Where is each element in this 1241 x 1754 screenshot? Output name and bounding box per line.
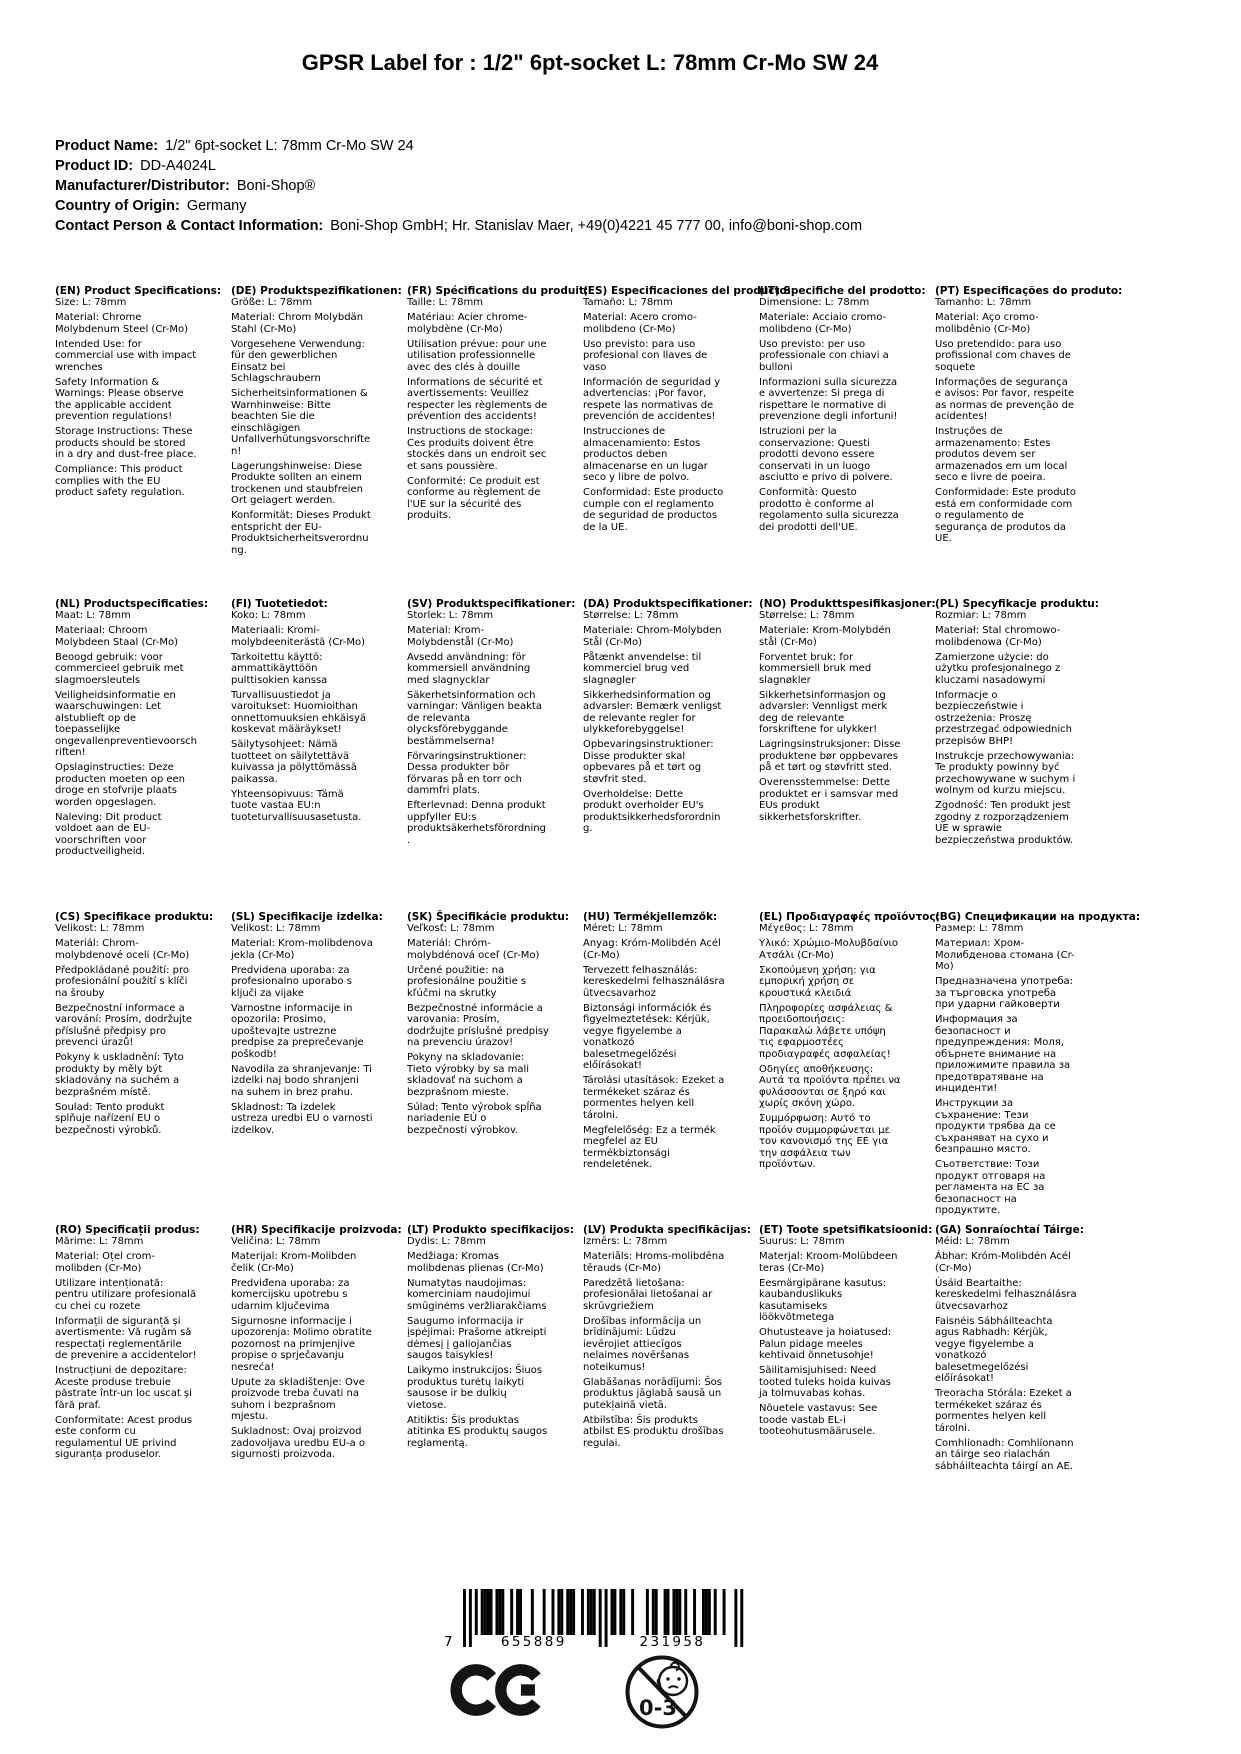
spec-paragraph: Koko: L: 78mm — [231, 610, 306, 621]
lang-block-cs — [55, 911, 214, 1224]
barcode-bar — [531, 1589, 534, 1635]
spec-paragraph: Ábhar: Króm-Molibdén Acél (Cr-Mo) — [935, 1251, 1071, 1274]
ce-mark-icon — [450, 1662, 542, 1722]
product-info — [55, 136, 862, 236]
spec-paragraph: Velikost: L: 78mm — [55, 923, 145, 934]
lang-block-heading: (HU) Termékjellemzők: — [583, 911, 718, 923]
lang-block-de — [231, 285, 402, 598]
barcode-bar — [684, 1589, 687, 1635]
product-info-row — [55, 176, 862, 196]
barcode-bar — [481, 1589, 484, 1635]
spec-paragraph: Predviđena uporaba: za komercijsku upotrebu s udarnim ključevima — [231, 1277, 350, 1312]
spec-paragraph: Avsedd användning: för kommersiell användning med slagnycklar — [407, 651, 531, 686]
spec-paragraph: Určené použitie: na profesionálne použitie s kľúčmi na skrutky — [407, 964, 527, 999]
lang-block-heading: (NL) Productspecificaties: — [55, 598, 209, 610]
lang-block-heading: (DE) Produktspezifikationen: — [231, 285, 402, 297]
spec-paragraph: Tarkoitettu käyttö: ammattikäyttöön pulttisokien kanssa — [231, 651, 328, 686]
spec-paragraph: Størrelse: L: 78mm — [583, 610, 679, 621]
spec-paragraph: Megfelelőség: Ez a termék megfelel az EU termékbiztonsági rendeletének. — [583, 1124, 716, 1170]
spec-paragraph: Beoogd gebruik: voor commercieel gebruik met slagmoersleutels — [55, 651, 184, 686]
lang-block-ga — [935, 1224, 1084, 1537]
lang-block-heading: (ET) Toote spetsifikatsioonid: — [759, 1224, 933, 1236]
spec-paragraph: Utilisation prévue: pour une utilisation professionnelle avec des clés à douille — [407, 338, 547, 373]
spec-paragraph: Materiale: Chrom-Molybden Stål (Cr-Mo) — [583, 625, 722, 648]
lang-block-pt — [935, 285, 1123, 598]
spec-paragraph: Laikymo instrukcijos: Šiuos produktus turėtų laikyti sausose ir be dulkių vietose. — [407, 1365, 543, 1411]
spec-paragraph: Atitiktis: Šis produktas atitinka ES produktų saugos reglamentą. — [407, 1414, 548, 1449]
spec-paragraph: Οδηγίες αποθήκευσης: Αυτά τα προϊόντα πρέπει να φυλάσσονται σε ξηρό και χωρίς σκόνη χώρο. — [759, 1063, 901, 1109]
spec-paragraph: Pokyny na skladovanie: Tieto výrobky by sa mali skladovať na suchom a bezprašnom mieste. — [407, 1052, 530, 1098]
spec-paragraph: Paredzētā lietošana: profesionālai lietošanai ar skrūvgriežiem — [583, 1277, 713, 1312]
barcode-bar — [723, 1589, 726, 1635]
spec-paragraph: Overholdelse: Dette produkt overholder EU's produktsikkerhedsforordning. — [583, 788, 721, 834]
spec-paragraph: Tamaño: L: 78mm — [583, 297, 673, 308]
spec-paragraph: Glabāšanas norādījumi: Šos produktus jāglabā sausā un putekļainā vietā. — [583, 1376, 723, 1411]
product-info-row — [55, 136, 862, 156]
spec-paragraph: Méret: L: 78mm — [583, 923, 663, 934]
spec-paragraph: Tervezett felhasználás: kereskedelmi felhasználásra ütvecsavarhoz — [583, 964, 725, 999]
spec-paragraph: Sigurnosne informacije i upozorenja: Molimo obratite pozornost na primjenjive propise o sprječavanju nesreća! — [231, 1315, 372, 1373]
spec-paragraph: Размер: L: 78mm — [935, 923, 1024, 934]
spec-paragraph: Uso previsto: para uso profesional con llaves de vaso — [583, 338, 708, 373]
spec-paragraph: Säilitamisjuhised: Need tooted tuleks hoida kuivas ja tolmuvabas kohas. — [759, 1365, 891, 1399]
barcode-bar — [714, 1589, 717, 1635]
lang-block-it — [759, 285, 926, 598]
barcode-bar — [702, 1589, 705, 1635]
spec-paragraph: Conformidad: Este producto cumple con el reglamento de seguridad de productos de la UE. — [583, 487, 724, 533]
barcode-bar — [543, 1589, 546, 1635]
spec-paragraph: Sikkerhetsinformasjon og advarsler: Vennligst merk deg de relevante forskriftene for ulykker! — [759, 689, 888, 735]
spec-paragraph: Soulad: Tento produkt splňuje nařízení EU o bezpečnosti výrobků. — [55, 1101, 165, 1136]
spec-paragraph: Předpokládané použití: pro profesionální použití s klíči na šrouby — [55, 964, 189, 999]
spec-paragraph: Lagerungshinweise: Diese Produkte sollten an einem trockenen und staubfreien Ort gelagert werden. — [231, 460, 364, 506]
lang-block-es — [583, 285, 791, 598]
spec-paragraph: Materiāls: Hroms-molibdēna tērauds (Cr-Mo) — [583, 1251, 725, 1274]
lang-block-heading: (IT) Specifiche del prodotto: — [759, 285, 926, 297]
spec-paragraph: Izmērs: L: 78mm — [583, 1236, 668, 1247]
spec-paragraph: Σκοπούμενη χρήση: για εμπορική χρήση σε κρουστικά κλειδιά — [759, 964, 876, 999]
spec-paragraph: Skladnost: Ta izdelek ustreza uredbi EU o varnosti izdelkov. — [231, 1101, 373, 1136]
lang-block-fi — [231, 598, 373, 911]
spec-paragraph: Zgodność: Ten produkt jest zgodny z rozporządzeniem UE w sprawie bezpieczeństwa produktów. — [935, 800, 1074, 846]
barcode-bar — [475, 1589, 478, 1635]
spec-paragraph: Størrelse: L: 78mm — [759, 610, 855, 621]
spec-paragraph: Sukladnost: Ovaj proizvod zadovoljava uredbu EU-a o sigurnosti proizvoda. — [231, 1426, 366, 1460]
spec-paragraph: Informações de segurança e avisos: Por favor, respeite as normas de prevenção de acidentes! — [935, 376, 1075, 422]
lang-block-sl — [231, 911, 383, 1224]
barcode-bar — [708, 1589, 711, 1635]
barcode-bar — [734, 1589, 737, 1647]
spec-paragraph: Tárolási utasítások: Ezeket a termékeket száraz és pormentes helyen kell tárolni. — [583, 1075, 725, 1121]
spec-paragraph: Säilytysohjeet: Nämä tuotteet on säilytettävä kuivassa ja pölyttömässä paikassa. — [231, 739, 357, 785]
lang-block-ro — [55, 1224, 200, 1537]
spec-paragraph: Instructions de stockage: Ces produits doivent être stockés dans un endroit sec et sans poussière. — [407, 426, 547, 472]
spec-paragraph: Größe: L: 78mm — [231, 297, 313, 308]
barcode-bar — [510, 1589, 513, 1635]
spec-paragraph: Συμμόρφωση: Αυτό το προϊόν συμμορφώνεται με τον κανονισμό της ΕΕ για την ασφάλεια των προϊόντων. — [759, 1113, 890, 1170]
barcode-bar — [593, 1589, 596, 1635]
product-info-value: Germany — [186, 198, 247, 214]
spec-paragraph: Informacje o bezpieczeństwie i ostrzeżenia: Proszę przestrzegać odpowiednich przepisów BHP! — [935, 689, 1072, 747]
barcode-digits: 655889 — [500, 1634, 567, 1648]
lang-block-heading: (CS) Specifikace produktu: — [55, 911, 214, 923]
barcode-bar — [605, 1589, 608, 1647]
barcode-bar — [652, 1589, 655, 1635]
barcode-bar — [560, 1589, 563, 1635]
product-info-label: Manufacturer/Distributor: — [55, 178, 230, 194]
spec-paragraph: Dimensione: L: 78mm — [759, 297, 870, 308]
spec-paragraph: Sicherheitsinformationen & Warnhinweise: Bitte beachten Sie die einschlägigen Unfallverhütungsvorschriften! — [231, 388, 371, 457]
spec-paragraph: Veľkosť: L: 78mm — [407, 923, 495, 934]
spec-paragraph: Μέγεθος: L: 78mm — [759, 923, 854, 934]
barcode-bar — [590, 1589, 593, 1635]
spec-paragraph: Vorgesehene Verwendung: für den gewerblichen Einsatz bei Schlagschraubern — [231, 338, 365, 384]
lang-block-heading: (GA) Sonraíochtaí Táirge: — [935, 1224, 1084, 1236]
barcode-bar — [557, 1589, 560, 1635]
lang-block-heading: (ES) Especificaciones del producto: — [583, 285, 791, 297]
spec-paragraph: Treoracha Stórála: Ezeket a termékeket száraz és pormentes helyen kell tárolni. — [935, 1388, 1072, 1434]
spec-paragraph: Rozmiar: L: 78mm — [935, 610, 1027, 621]
lang-block-el — [759, 911, 940, 1224]
spec-paragraph: Materiaali: Kromi-molybdeeniterästä (Cr-Mo) — [231, 625, 366, 648]
spec-paragraph: Mărime: L: 78mm — [55, 1236, 144, 1247]
spec-paragraph: Utilizare intenționată: pentru utilizare profesională cu chei cu rozete — [55, 1277, 197, 1312]
spec-paragraph: Upute za skladištenje: Ove proizvode treba čuvati na suhom i bezprašnom mjestu. — [231, 1376, 365, 1422]
lang-block-heading: (LV) Produkta specifikācijas: — [583, 1224, 751, 1236]
lang-block-heading: (SK) Špecifikácie produktu: — [407, 911, 570, 923]
spec-paragraph: Materiál: Chróm-molybdénová oceľ (Cr-Mo) — [407, 938, 540, 961]
product-info-label: Product Name: — [55, 138, 159, 154]
lang-block-heading: (SV) Produktspecifikationer: — [407, 598, 576, 610]
product-info-label: Contact Person & Contact Information: — [55, 218, 324, 234]
barcode-bar — [675, 1589, 678, 1635]
spec-paragraph: Overensstemmelse: Dette produktet er i samsvar med EUs produkt sikkerhetsforskrifter. — [759, 777, 899, 823]
spec-paragraph: Naleving: Dit product voldoet aan de EU-voorschriften voor productveiligheid. — [55, 811, 162, 857]
barcode-bar — [611, 1589, 614, 1635]
barcode-bar — [572, 1589, 575, 1635]
spec-paragraph: Size: L: 78mm — [55, 297, 127, 308]
spec-paragraph: Anyag: Króm-Molibdén Acél (Cr-Mo) — [583, 938, 721, 961]
spec-paragraph: Navodila za shranjevanje: Ti izdelki naj bodo shranjeni na suhem in brez prahu. — [231, 1063, 372, 1098]
spec-paragraph: Conformitate: Acest produs este conform cu regulamentul UE privind siguranța produselor. — [55, 1414, 193, 1460]
spec-paragraph: Lagringsinstruksjoner: Disse produktene bør oppbevares på et tørt og støvfritt sted. — [759, 739, 901, 773]
spec-paragraph: Súlad: Tento výrobok spĺňa nariadenie EÚ o bezpečnosti výrobkov. — [407, 1101, 542, 1136]
product-info-label: Product ID: — [55, 158, 134, 174]
product-info-label: Country of Origin: — [55, 198, 180, 214]
spec-paragraph: Zamierzone użycie: do użytku profesjonalnego z kluczami nasadowymi — [935, 651, 1061, 686]
lang-block-heading: (LT) Produkto specifikacijos: — [407, 1224, 574, 1236]
spec-paragraph: Uso pretendido: para uso profissional com chaves de soquete — [935, 338, 1071, 373]
spec-paragraph: Yhteensopivuus: Tämä tuote vastaa EU:n tuoteturvallisuusasetusta. — [231, 788, 362, 823]
spec-paragraph: Material: Chrom Molybdän Stahl (Cr-Mo) — [231, 312, 364, 335]
ean13-barcode — [437, 1589, 747, 1652]
barcode-bar — [667, 1589, 670, 1635]
barcode-bar — [678, 1589, 681, 1635]
spec-paragraph: Úsáid Beartaithe: kereskedelmi felhasználásra ütvecsavarhoz — [935, 1277, 1077, 1312]
lang-block-lv — [583, 1224, 751, 1537]
barcode-bar — [487, 1589, 490, 1635]
spec-paragraph: Veličina: L: 78mm — [231, 1236, 321, 1247]
spec-paragraph: Eesmärgipärane kasutus: kaubanduslikuks kasutamiseks löökvõtmetega — [759, 1277, 887, 1323]
spec-paragraph: Suurus: L: 78mm — [759, 1236, 845, 1247]
spec-paragraph: Pokyny k uskladnění: Tyto produkty by měly být skladovány na suchém a bezprašném místě. — [55, 1052, 184, 1098]
barcode-bar — [519, 1589, 522, 1635]
spec-paragraph: Veiligheidsinformatie en waarschuwingen: Let alstublieft op de toepasselijke ongevallenpreventievoorschriften! — [55, 689, 198, 758]
product-info-value: Boni-Shop GmbH; Hr. Stanislav Maer, +49(0)4221 45 777 00, info@boni-shop.com — [330, 218, 863, 234]
barcode-bar — [664, 1589, 667, 1635]
spec-paragraph: Materiale: Acciaio cromo-molibdeno (Cr-Mo) — [759, 312, 887, 335]
spec-paragraph: Informations de sécurité et avertissements: Veuillez respecter les règlements de prévention des accidents! — [407, 376, 548, 422]
lang-block-nl — [55, 598, 209, 911]
spec-paragraph: Maat: L: 78mm — [55, 610, 131, 621]
spec-paragraph: Biztonsági információk és figyelmeztetések: Kérjük, vegye figyelembe a vonatkozó balesetmegelőzési előírásokat! — [583, 1002, 712, 1071]
barcode-bar — [705, 1589, 708, 1635]
spec-paragraph: Material: Krom-Molybdenstål (Cr-Mo) — [407, 625, 514, 648]
spec-paragraph: Conformidade: Este produto está em conformidade com o regulamento de segurança de produtos da UE. — [935, 487, 1076, 544]
barcode-bar — [587, 1589, 590, 1635]
lang-block-fr — [407, 285, 589, 598]
spec-paragraph: Safety Information & Warnings: Please observe the applicable accident prevention regulations! — [55, 376, 184, 422]
lang-block-hr — [231, 1224, 402, 1537]
product-info-row — [55, 156, 862, 176]
barcode-bar — [490, 1589, 493, 1635]
lang-block-heading: (EL) Προδιαγραφές προϊόντος: — [759, 911, 940, 923]
lang-block-bg — [935, 911, 1141, 1224]
spec-paragraph: Nõuetele vastavus: See toode vastab EL-i tooteohutusmäärusele. — [759, 1403, 878, 1437]
barcode-bar — [672, 1589, 675, 1635]
lang-block-heading: (SL) Specifikacije izdelka: — [231, 911, 383, 923]
spec-paragraph: Ohutusteave ja hoiatused: Palun pidage meeles kehtivaid õnnetusohje! — [759, 1327, 892, 1361]
spec-paragraph: Velikost: L: 78mm — [231, 923, 321, 934]
barcode-bar — [655, 1589, 658, 1635]
barcode-bar — [495, 1589, 498, 1635]
lang-block-en — [55, 285, 222, 598]
spec-paragraph: Tamanho: L: 78mm — [935, 297, 1032, 308]
spec-paragraph: Intended Use: for commercial use with impact wrenches — [55, 338, 197, 373]
barcode-bar — [693, 1589, 696, 1635]
barcode-bar — [569, 1589, 572, 1635]
barcode-bar — [619, 1589, 622, 1635]
barcode-bar — [469, 1589, 472, 1647]
spec-paragraph: Comhlíonadh: Comhlíonann an táirge seo rialachán sábháilteachta táirgí an AE. — [935, 1437, 1074, 1472]
lang-block-da — [583, 598, 753, 911]
lang-block-et — [759, 1224, 933, 1537]
lang-block-heading: (PL) Specyfikacje produktu: — [935, 598, 1099, 610]
age-warning-0-3-icon — [624, 1654, 700, 1734]
spec-paragraph: Инструкции за съхранение: Тези продукти трябва да се съхраняват на сухо и безпрашно място. — [935, 1098, 1056, 1155]
spec-paragraph: Materiál: Chrom-molybdenové oceli (Cr-Mo) — [55, 938, 190, 961]
spec-paragraph: Predvidena uporaba: za profesionalno uporabo s ključi za vijake — [231, 964, 352, 999]
lang-block-heading: (PT) Especificações do produto: — [935, 285, 1123, 297]
spec-paragraph: Información de seguridad y advertencias: ¡Por favor, respete las normativas de prevención de accidentes! — [583, 376, 721, 422]
spec-paragraph: Opbevaringsinstruktioner: Disse produkter skal opbevares på et tørt og støvfrit sted. — [583, 739, 714, 785]
spec-paragraph: Υλικό: Χρώμιο-Μολυβδαίνιο Ατσάλι (Cr-Mo) — [759, 938, 899, 961]
lang-block-pl — [935, 598, 1099, 911]
spec-paragraph: Uso previsto: per uso professionale con chiavi a bulloni — [759, 338, 889, 373]
barcode-bar — [622, 1589, 625, 1635]
spec-paragraph: Informații de siguranță și avertismente: Vă rugăm să respectați reglementările de prevenire a accidentelor! — [55, 1315, 197, 1361]
spec-paragraph: Bezpečnostní informace a varování: Prosím, dodržujte příslušné předpisy pro prevenci úrazů! — [55, 1002, 193, 1048]
spec-paragraph: Πληροφορίες ασφάλειας & προειδοποιήσεις: Παρακαλώ λάβετε υπόψη τις εφαρμοστέες προδιαγραφές ασφαλείας! — [759, 1002, 893, 1060]
spec-paragraph: Informazioni sulla sicurezza e avvertenze: Si prega di rispettare le normative di prevenzione degli infortuni! — [759, 376, 898, 422]
barcode-bar — [463, 1589, 466, 1647]
spec-paragraph: Istruzioni per la conservazione: Questi prodotti devono essere conservati in un luogo asciutto e privo di polvere. — [759, 426, 893, 483]
lang-block-sv — [407, 598, 576, 911]
spec-paragraph: Konformität: Dieses Produkt entspricht der EU-Produktsicherheitsverordnung. — [231, 510, 371, 556]
barcode-bar — [581, 1589, 584, 1635]
lang-block-no — [759, 598, 936, 911]
spec-paragraph: Drošības informācija un brīdinājumi: Lūdzu ievērojiet attiecīgos nelaimes novēršanas noteikumus! — [583, 1315, 702, 1373]
page-title: GPSR Label for : 1/2" 6pt-socket L: 78mm Cr-Mo SW 24 — [301, 50, 879, 75]
spec-paragraph: Numatytas naudojimas: komerciniam naudojimui smūginėms veržliarakčiams — [407, 1277, 547, 1312]
spec-paragraph: Faisnéis Sábháilteachta agus Rabhadh: Kérjük, vegye figyelembe a vonatkozó balesetmegelőzési előírásokat! — [935, 1315, 1053, 1384]
spec-paragraph: Bezpečnostné informácie a varovania: Prosím, dodržujte príslušné predpisy na prevenciu úrazov! — [407, 1002, 549, 1048]
spec-paragraph: Atbilstība: Šis produkts atbilst ES produktu drošības regulai. — [583, 1414, 724, 1449]
spec-paragraph: Материал: Хром-Молибденова стомана (Cr-Mo) — [935, 938, 1075, 972]
spec-paragraph: Instrucciones de almacenamiento: Estos productos deben almacenarse en un lugar seco y libre de polvo. — [583, 426, 708, 483]
spec-paragraph: Turvallisuustiedot ja varoitukset: Huomioithan onnettomuuksien ehkäisyä koskevat määräykset! — [231, 689, 367, 735]
spec-paragraph: Conformité: Ce produit est conforme au règlement de l'UE sur la sécurité des produits. — [407, 475, 541, 521]
barcode-digits: 7 — [444, 1634, 455, 1648]
lang-block-heading: (FR) Spécifications du produit: — [407, 285, 589, 297]
spec-paragraph: Varnostne informacije in opozorila: Prosimo, upoštevajte ustrezne predpise za preprečevanje poškodb! — [231, 1002, 364, 1060]
spec-paragraph: Storlek: L: 78mm — [407, 610, 494, 621]
spec-paragraph: Material: Aço cromo-molibdênio (Cr-Mo) — [935, 312, 1039, 335]
spec-paragraph: Material: Oțel crom-molibden (Cr-Mo) — [55, 1251, 155, 1274]
spec-paragraph: Sikkerhedsinformation og advarsler: Bemærk venligst de relevante regler for ulykkeforebyggelse! — [583, 689, 722, 735]
spec-paragraph: Storage Instructions: These products should be stored in a dry and dust-free place. — [55, 426, 197, 460]
spec-paragraph: Instrucțiuni de depozitare: Aceste produse trebuie păstrate într-un loc uscat și fără praf. — [55, 1365, 192, 1411]
spec-paragraph: Taille: L: 78mm — [407, 297, 483, 308]
product-info-row — [55, 196, 862, 216]
lang-block-heading: (DA) Produktspecifikationer: — [583, 598, 753, 610]
product-info-value: Boni-Shop® — [236, 178, 316, 194]
spec-paragraph: Materjal: Kroom-Molübdeen teras (Cr-Mo) — [759, 1251, 898, 1274]
spec-paragraph: Conformità: Questo prodotto è conforme al regolamento sulla sicurezza dei prodotti dell'UE. — [759, 487, 899, 533]
lang-block-heading: (RO) Specificații produs: — [55, 1224, 200, 1236]
spec-paragraph: Compliance: This product complies with the EU product safety regulation. — [55, 464, 185, 498]
barcode-bar — [552, 1589, 555, 1635]
baby-face-glyph — [658, 1663, 687, 1695]
lang-block-sk — [407, 911, 570, 1224]
language-grid — [55, 285, 1141, 1537]
barcode-bar — [516, 1589, 519, 1635]
spec-paragraph: Instrukcje przechowywania: Te produkty powinny być przechowywane w suchym i wolnym od kurzu miejscu. — [935, 750, 1076, 796]
lang-block-heading: (EN) Product Specifications: — [55, 285, 222, 297]
spec-paragraph: Materiaal: Chroom Molybdeen Staal (Cr-Mo) — [55, 625, 179, 648]
barcode-bar — [498, 1589, 501, 1635]
spec-paragraph: Opslaginstructies: Deze producten moeten op een droge en stofvrije plaats worden opgeslagen. — [55, 762, 186, 808]
spec-paragraph: Material: Acero cromo-molibdeno (Cr-Mo) — [583, 312, 697, 335]
spec-paragraph: Materiale: Krom-Molybdén stål (Cr-Mo) — [759, 625, 891, 648]
spec-paragraph: Saugumo informacija ir įspėjimai: Prašome atkreipti dėmesį į galiojančias saugos taisykles! — [407, 1315, 547, 1361]
spec-paragraph: Material: Krom-molibdenova jekla (Cr-Mo) — [231, 938, 373, 961]
lang-block-heading: (BG) Спецификации на продукта: — [935, 911, 1141, 923]
spec-paragraph: Forventet bruk: for kommersiell bruk med slagnøkler — [759, 651, 872, 686]
barcode-bar — [599, 1589, 602, 1647]
barcode-bar — [484, 1589, 487, 1635]
barcode-bar — [501, 1589, 504, 1635]
spec-paragraph: Предназначена употреба: за търговска употреба при ударни гайковерти — [935, 976, 1074, 1010]
spec-paragraph: Méid: L: 78mm — [935, 1236, 1010, 1247]
spec-paragraph: Instruções de armazenamento: Estes produtos devem ser armazenados em um local seco e livre de poeira. — [935, 426, 1068, 483]
lang-block-heading: (HR) Specifikacije proizvoda: — [231, 1224, 402, 1236]
spec-paragraph: Medžiaga: Kromas molibdenas plienas (Cr-Mo) — [407, 1251, 544, 1274]
barcode-bar — [613, 1589, 616, 1635]
lang-block-heading: (FI) Tuotetiedot: — [231, 598, 328, 610]
barcode-bar — [631, 1589, 634, 1635]
spec-paragraph: Förvaringsinstruktioner: Dessa produkter bör förvaras på en torr och dammfri plats. — [407, 750, 527, 796]
spec-paragraph: Dydis: L: 78mm — [407, 1236, 486, 1247]
product-info-row — [55, 216, 862, 236]
age-warning-text: 0-3 — [639, 1696, 677, 1720]
spec-paragraph: Material: Chrome Molybdenum Steel (Cr-Mo) — [55, 312, 189, 335]
product-info-value: 1/2" 6pt-socket L: 78mm Cr-Mo SW 24 — [165, 138, 414, 154]
spec-paragraph: Efterlevnad: Denna produkt uppfyller EU:s produktsäkerhetsförordning. — [407, 800, 546, 846]
spec-paragraph: Информация за безопасност и предупреждения: Моля, обърнете внимание на приложимите правила за предотвратяване на инциденти! — [935, 1014, 1071, 1094]
spec-paragraph: Materijal: Krom-Molibden čelik (Cr-Mo) — [231, 1251, 357, 1274]
barcode-bar — [646, 1589, 649, 1635]
lang-block-lt — [407, 1224, 574, 1537]
barcode-bar — [740, 1589, 743, 1647]
lang-block-hu — [583, 911, 725, 1224]
product-info-value: DD-A4024L — [140, 158, 216, 174]
lang-block-heading: (NO) Produkttspesifikasjoner: — [759, 598, 936, 610]
barcode-bar — [566, 1589, 569, 1635]
spec-paragraph: Påtænkt anvendelse: til kommerciel brug ved slagnøgler — [583, 651, 702, 686]
spec-paragraph: Säkerhetsinformation och varningar: Vänligen beakta de relevanta olycksförebyggande bestämmelserna! — [407, 689, 542, 747]
spec-paragraph: Съответствие: Този продукт отговаря на регламента на ЕС за безопасност на продуктите. — [935, 1159, 1046, 1216]
spec-paragraph: Matériau: Acier chrome-molybdène (Cr-Mo) — [407, 312, 528, 335]
barcode-digits: 231958 — [639, 1634, 706, 1648]
spec-paragraph: Materiał: Stal chromowo-molibdenowa (Cr-Mo) — [935, 625, 1061, 648]
